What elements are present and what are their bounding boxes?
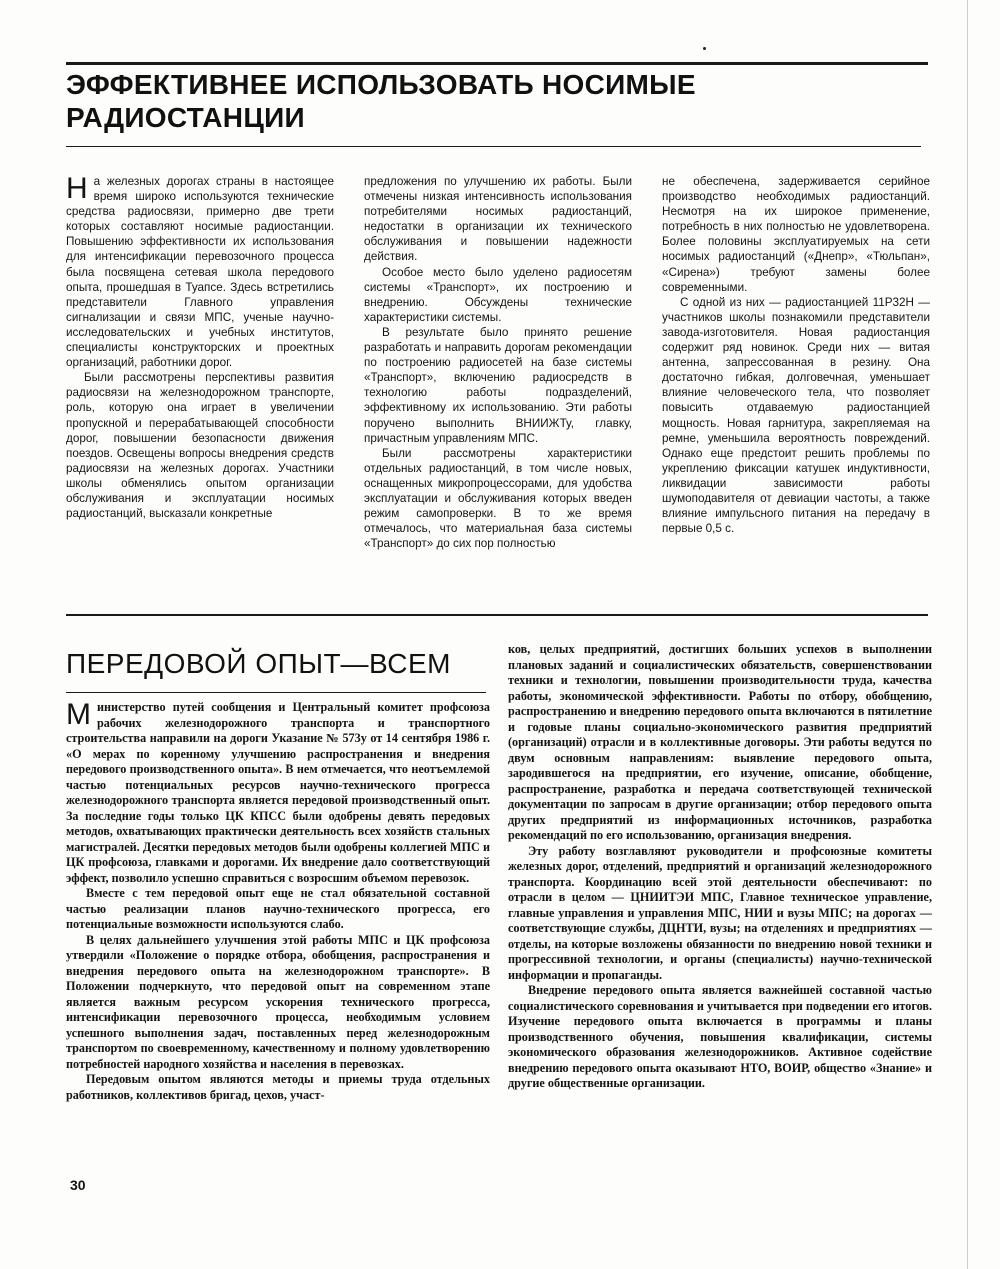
- article1-title: ЭФФЕКТИВНЕЕ ИСПОЛЬЗОВАТЬ НОСИМЫЕ РАДИОСТАНЦИИ: [66, 69, 696, 133]
- top-rule: [66, 62, 928, 65]
- article1-column-2: [364, 174, 632, 594]
- article2-paragraph: ков, целых предприятий, достигших больших успехов в выполнении плановых заданий и социалистических обязательств, совершенствовании техники и технологии, повышении производительности труда, качества работы, экономической эффективности. Работы по отбору, обобщению, распространению и внедрению передового опыта включаются в пятилетние и годовые планы социально-экономического развития предприятий (организаций) отрасли и в коллективные договоры. Эти работы ведутся по двум основным направлениям: выявление передового опыта, зародившегося на предприятии, его изучение, описание, обобщение, распространение, разработка и передача соответствующей технической документации по запросам в другие организации; отбор передового опыта других предприятий из информационных источников, разработка рекомендаций по его использованию, организация внедрения.: [508, 642, 932, 842]
- article2-paragraph: Передовым опытом являются методы и приемы труда отдельных работников, коллективов бригад, цехов, участ-: [66, 1072, 490, 1102]
- article1-paragraph: Были рассмотрены перспективы развития радиосвязи на железнодорожном транспорте, роль, которую она играет в увеличении пропускной и перерабатывающей способности дорог, повышении безопасности движения поездов. Освещены вопросы внедрения средств радиосвязи на железных дорогах. Участники школы обменялись опытом организации обслуживания и эксплуатации носимых радиостанций, высказали конкретные: [66, 371, 334, 521]
- article1-column-1: [66, 174, 334, 594]
- article2-column-2: [508, 642, 932, 1182]
- article1-paragraph: Были рассмотрены характеристики отдельных радиостанций, в том числе новых, оснащенных микропроцессорами, для удобства эксплуатации и обслуживания которых введен режим самопроверки. В то же время отмечалось, что материальная база системы «Транспорт» до сих пор полностью: [364, 446, 632, 551]
- article1-paragraph: не обеспечена, задерживается серийное производство необходимых радиостанций. Несмотря на их широкое применение, потребность в них полностью не удовлетворена. Более половины эксплуатируемых на сети носимых радиостанций («Днепр», «Тюльпан», «Сирена») требуют замены более современными.: [662, 175, 930, 294]
- article2-paragraph: В целях дальнейшего улучшения этой работы МПС и ЦК профсоюза утвердили «Положение о порядке отбора, обобщения, распространения и внедрения передового опыта на железнодорожном транспорте». В Положении подчеркнуто, что передовой опыт на современном этапе является важным ресурсом ускорения технического прогресса, интенсификации перевозочного процесса, необходимым условием успешного выполнения задач, поставленных перед железнодорожным транспортом по своевременному, качественному и полному удовлетворению потребностей народного хозяйства и населения в перевозках.: [66, 932, 490, 1071]
- article2-paragraph: инистерство путей сообщения и Центральный комитет профсоюза рабочих железнодорожного транспорта и транспортного строительства направили на дороги Указание № 573у от 14 сентября 1986 г. «О мерах по коренному улучшению распространения и внедрения передового производственного опыта». В нем отмечается, что неотъемлемой частью потенциальных ресурсов научно-технического прогресса железнодорожного транспорта является передовой производственный опыт. За последние годы только ЦК КПСС были одобрены девять передовых методов, охватывающих практически деятельность всех хозяйств стальных магистралей. Десятки передовых методов были одобрены коллегией МПС и ЦК профсоюза, главками и дорогами. Их внедрение дало соответствующий эффект, позволило успешно справиться с возросшим объемом перевозок.: [66, 700, 490, 885]
- article1-column-3: [662, 174, 930, 594]
- article2-title-underline: [66, 692, 486, 693]
- section-divider-rule: [66, 614, 928, 616]
- article1-paragraph: Особое место было уделено радиосетям системы «Транспорт», их построению и внедрению. Обсуждены технические характеристики системы.: [364, 265, 632, 324]
- page-edge-line: [967, 0, 968, 1269]
- article1-drop-cap: Н: [66, 174, 88, 205]
- article2-paragraph: Внедрение передового опыта является важнейшей составной частью социалистического соревнования и учитывается при подведении его итогов. Изучение передового опыта включается в программы и планы производственного обучения, повышения квалификации, системы экономического образования железнодорожников. Активное содействие внедрению передового опыта оказывают НТО, ВОИР, общество «Знание» и другие общественные организации.: [508, 983, 932, 1090]
- article1-paragraph: В результате было принято решение разработать и направить дорогам рекомендации по построению радиосетей на базе системы «Транспорт», включению радиосредств в технологию работы подразделений, эффективному их использованию. Эти работы поручено выполнить ВНИИЖТу, главку, причастным управлениям МПС.: [364, 325, 632, 445]
- article2-paragraph: Вместе с тем передовой опыт еще не стал обязательной составной частью реализации планов научно-технического прогресса, его потенциальные возможности используются слабо.: [66, 886, 490, 931]
- article1-paragraph: предложения по улучшению их работы. Были отмечены низкая интенсивность использования потребителями носимых радиостанций, недостатки в организации их технического обслуживания и повышении надежности действия.: [364, 175, 632, 264]
- article1-paragraph: а железных дорогах страны в настоящее время широко используются технические средства радиосвязи, примерно две трети которых составляют носимые радиостанции. Повышению эффективности их использования для интенсификации перевозочного процесса была посвящена сетевая школа передового опыта, прошедшая в Туапсе. Здесь встретились представители Главного управления сигнализации и связи МПС, ученые научно-исследовательских и учебных институтов, специалисты конструкторских и проектных организаций, работники дорог.: [66, 175, 334, 370]
- article2-title: ПЕРЕДОВОЙ ОПЫТ—ВСЕМ: [66, 648, 451, 679]
- title-underline-rule: [66, 146, 921, 147]
- page-number: 30: [70, 1177, 86, 1193]
- article2-paragraph: Эту работу возглавляют руководители и профсоюзные комитеты железных дорог, отделений, предприятий и организаций железнодорожного транспорта. Координацию всей этой деятельности обеспечивают: по отрасли в целом — ЦНИИТЭИ МПС, Главное техническое управление, главные управления и управления МПС, НИИ и вузы МПС; на дорогах — соответствующие службы, ДЦНТИ, вузы; на отделениях и предприятиях — отделы, на которые возложены обязанности по внедрению новой техники и прогрессивной технологии, и органы (специалисты) научно-технической информации и пропаганды.: [508, 843, 932, 982]
- article2-drop-cap: М: [66, 700, 91, 731]
- article1-paragraph: С одной из них — радиостанцией 11Р32Н — участников школы познакомили представители завода-изготовителя. Новая радиостанция содержит ряд новинок. Среди них — витая антенна, запрессованная в резину. Она достаточно гибкая, долговечная, уменьшает влияние человеческого тела, что позволяет повысить отдаваемую радиостанцией мощность. Новая гарнитура, закрепляемая на ремне, уменьшила вероятность повреждений. Однако еще предстоит решить проблемы по укреплению фиксации катушек индуктивности, ликвидации зависимости работы шумоподавителя от девиации частоты, а также влияние импульсного питания на передачу в первые 0,5 с.: [662, 295, 930, 536]
- print-speck: [703, 47, 706, 50]
- article2-column-1: [66, 700, 490, 1168]
